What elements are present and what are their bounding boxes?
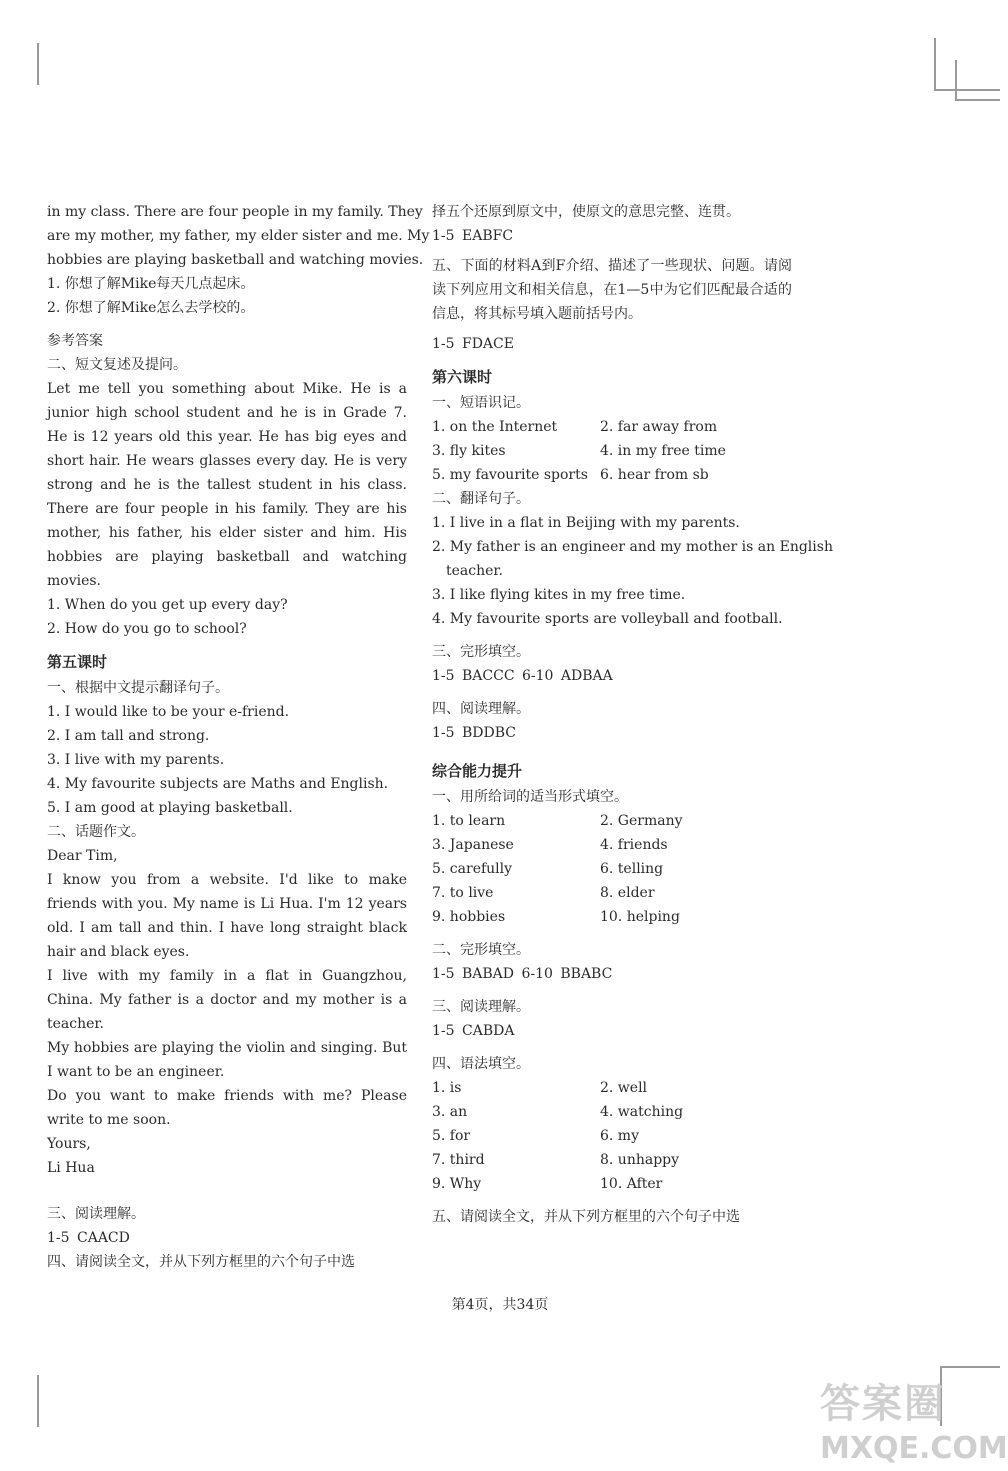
section-heading: 三、完形填空。 [432,644,530,660]
section-heading: 五、下面的材料A到F介绍、描述了一些现状、问题。请阅读下列应用文和相关信息，在1—5中为它们匹配最合适的信息，将其标号填入题前括号内。 [432,258,792,322]
answer-key: 1-5 FDACE [432,336,514,352]
word-item: 1. to learn [432,813,506,829]
translation-item: 5. I am good at playing basketball. [47,800,293,816]
grammar-item: 5. for [432,1128,471,1144]
grammar-item: 10. After [600,1176,663,1192]
translation-item: 1. I live in a flat in Beijing with my parents. [432,515,740,531]
section-heading: 二、翻译句子。 [432,491,530,507]
word-item: 7. to live [432,885,494,901]
answer-key: 1-5 EABFC [432,228,514,244]
translation-item: 2. My father is an engineer and my mother is an English [432,539,833,555]
translation-item-cont: teacher. [446,563,504,579]
answer-2: 2. How do you go to school? [47,621,247,637]
grammar-item: 3. an [432,1104,468,1120]
grammar-item: 4. watching [600,1104,684,1120]
grammar-item: 2. well [600,1080,648,1096]
letter-signature: Li Hua [47,1160,95,1176]
grammar-item: 1. is [432,1080,462,1096]
right-column [432,200,833,1229]
answer-key: 1-5 BDDBC [432,725,516,741]
watermark-logo [820,1372,1008,1467]
watermark-url: MXQE.COM [820,1431,1008,1466]
comprehensive-title: 综合能力提升 [432,762,523,780]
letter-paragraph: I live with my family in a flat in Guangzhou, China. My father is a doctor and my mother is a teacher. [47,968,407,1032]
section-heading: 二、完形填空。 [432,942,530,958]
word-item: 9. hobbies [432,909,506,925]
phrase-item: 1. on the Internet [432,419,558,435]
letter-closing: Yours, [47,1136,91,1152]
translation-item: 4. My favourite sports are volleyball and football. [432,611,783,627]
phrase-grid [432,415,792,487]
section-heading: 四、阅读理解。 [432,701,530,717]
translation-item: 3. I like flying kites in my free time. [432,587,686,603]
word-form-grid [432,809,792,929]
reference-answer-label: 参考答案 [47,333,103,349]
crop-mark-bottom-right-h [940,1366,1000,1368]
phrase-item: 4. in my free time [600,443,726,459]
word-item: 10. helping [600,909,680,925]
left-column [47,200,430,1274]
crop-mark-top-right-h2 [955,99,1000,101]
answer-key: 1-5 CAACD [47,1230,130,1246]
crop-mark-top-right-h1 [934,89,1000,91]
intro-line: are my mother, my father, my elder sister and me. My [47,228,430,244]
grammar-item: 9. Why [432,1176,482,1192]
section-heading: 一、用所给词的适当形式填空。 [432,789,628,805]
crop-mark-top-right-v1 [934,38,936,90]
word-item: 4. friends [600,837,668,853]
word-item: 5. carefully [432,861,513,877]
grammar-item: 6. my [600,1128,639,1144]
section-heading: 一、短语识记。 [432,395,530,411]
letter-paragraph: Do you want to make friends with me? Please write to me soon. [47,1088,407,1128]
section-heading: 二、话题作文。 [47,824,145,840]
section-heading: 四、语法填空。 [432,1056,530,1072]
word-item: 6. telling [600,861,664,877]
letter-paragraph: I know you from a website. I'd like to make friends with you. My name is Li Hua. I'm 12 years old. I am tall and thin. I have long straight black hair and black eyes. [47,872,407,960]
crop-mark-top-left [37,43,39,85]
phrase-item: 5. my favourite sports [432,467,588,483]
phrase-item: 6. hear from sb [600,467,709,483]
word-item: 8. elder [600,885,655,901]
word-item: 3. Japanese [432,837,514,853]
section-heading: 三、阅读理解。 [47,1206,145,1222]
letter-paragraph: My hobbies are playing the violin and singing. But I want to be an engineer. [47,1040,407,1080]
phrase-item: 3. fly kites [432,443,506,459]
letter-greeting: Dear Tim, [47,848,118,864]
section-heading: 三、阅读理解。 [432,999,530,1015]
section-heading: 四、请阅读全文，并从下列方框里的六个句子中选 [47,1254,355,1270]
grammar-grid [432,1076,792,1196]
answer-key: 1-5 CABDA [432,1023,515,1039]
watermark-text: 答案圈 [820,1381,946,1427]
grammar-item: 7. third [432,1152,485,1168]
translation-item: 1. I would like to be your e-friend. [47,704,290,720]
crop-mark-bottom-left [37,1375,39,1427]
intro-line: in my class. There are four people in my family. They [47,204,423,220]
question-1: 1. 你想了解Mike每天几点起床。 [47,276,255,292]
section-heading: 五、请阅读全文，并从下列方框里的六个句子中选 [432,1209,740,1225]
section-heading: 二、短文复述及提问。 [47,357,187,373]
lesson-6-title: 第六课时 [432,368,493,386]
phrase-item: 2. far away from [600,419,718,435]
translation-item: 2. I am tall and strong. [47,728,210,744]
section-continuation: 择五个还原到原文中，使原文的意思完整、连贯。 [432,204,740,220]
grammar-item: 8. unhappy [600,1152,680,1168]
answer-key: 1-5 BACCC 6-10 ADBAA [432,668,613,684]
section-heading: 一、根据中文提示翻译句子。 [47,680,229,696]
question-2: 2. 你想了解Mike怎么去学校的。 [47,300,255,316]
word-item: 2. Germany [600,813,683,829]
retell-paragraph: Let me tell you something about Mike. He is a junior high school student and he is in Grade 7. He is 12 years old this year. He has big eyes and short hair. He wears glasses every day. He is very strong and he is the tallest student in his class. There are four people in his family. They are his mother, his father, his elder sister and him. His hobbies are playing basketball and watching movies. [47,381,407,589]
answer-key: 1-5 BABAD 6-10 BBABC [432,966,613,982]
crop-mark-top-right-v2 [955,60,957,100]
page-number: 第4页，共34页 [451,1297,549,1313]
translation-item: 4. My favourite subjects are Maths and English. [47,776,389,792]
lesson-5-title: 第五课时 [47,653,108,671]
answer-1: 1. When do you get up every day? [47,597,288,613]
translation-item: 3. I live with my parents. [47,752,225,768]
intro-line: hobbies are playing basketball and watching movies. [47,252,424,268]
